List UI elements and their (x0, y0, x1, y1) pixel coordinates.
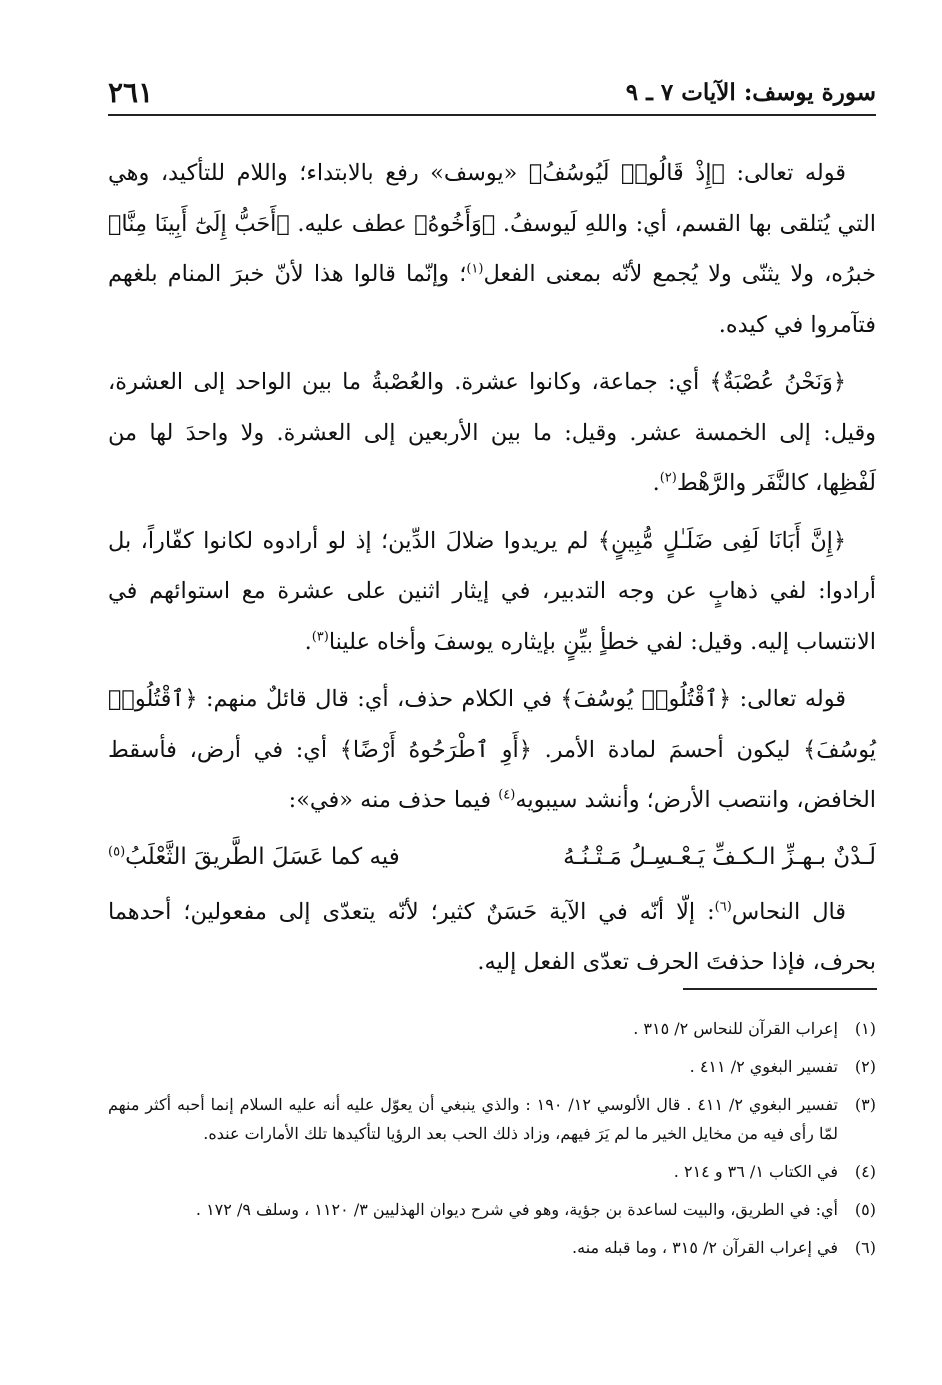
paragraph-1 (108, 148, 876, 350)
footnote-text: إعراب القرآن للنحاس ٢/ ٣١٥ . (633, 1019, 838, 1038)
paragraph-2-end: . (652, 470, 660, 496)
footnote-6 (108, 1233, 876, 1262)
footnote-ref-1: (١) (466, 261, 484, 277)
footnotes (108, 1014, 876, 1271)
footnote-ref-3: (٣) (311, 629, 329, 645)
footnote-number: (٦) (854, 1238, 876, 1257)
paragraph-2 (108, 357, 876, 509)
page-number: ٢٦١ (108, 75, 154, 109)
footnote-3 (108, 1090, 876, 1148)
main-text (108, 148, 876, 995)
footnote-ref-5: (٥) (108, 843, 126, 859)
paragraph-3-end: . (304, 628, 312, 655)
footnote-4 (108, 1157, 876, 1186)
paragraph-4-end: فيما حذف منه «في»: (288, 787, 499, 813)
paragraph-1-end: ؛ وإنّما قالوا هذا لأنّ خبرَ المنام بلغهم فتآمروا في كيده. (108, 261, 876, 338)
footnote-text: في إعراب القرآن ٢/ ٣١٥ ، وما قبله منه. (572, 1238, 838, 1257)
footnote-5 (108, 1195, 876, 1224)
footnote-text: أي: في الطريق، والبيت لساعدة بن جؤية، وهو في شرح ديوان الهذليين ٣/ ١١٢٠ ، وسلف ٩/ ١٧٢ . (195, 1200, 838, 1219)
paragraph-4-text: قوله تعالى: ﴿ٱقْتُلُوا۟ يُوسُفَ﴾ في الكلام حذف، أي: قال قائلٌ منهم: ﴿ٱقْتُلُوا۟ يُوسُفَ﴾ ليكون أحسمَ لمادة الأمر. ﴿أَوِ ٱطْرَحُوهُ أَرْضًا﴾ أي: في أرض، فأسقط الخافض، وانتصب الأرض؛ وأنشد سيبويه (108, 686, 876, 813)
chapter-title: سورة يوسف: الآيات ٧ ـ ٩ (625, 78, 876, 106)
poetry-verse (108, 833, 876, 881)
footnote-ref-4: (٤) (498, 787, 516, 803)
paragraph-2-text: ﴿وَنَحْنُ عُصْبَةٌ﴾ أي: جماعة، وكانوا عشرة. والعُصْبةُ ما بين الواحد إلى العشرة، وقيل: إلى الخمسة عشر. وقيل: ما بين الأربعين إلى العشرة. ولا واحدَ لها من لَفْظِها، كالنَّفَر والرَّهْط (108, 369, 876, 496)
footnote-2 (108, 1052, 876, 1081)
paragraph-5 (108, 887, 876, 988)
verse-hemistich-2-wrap (108, 833, 400, 881)
paragraph-3-text: ﴿إِنَّ أَبَانَا لَفِى ضَلَـٰلٍ مُّبِينٍ﴾ لم يريدوا ضلالَ الدِّين؛ إذ لو أرادوه لكانوا كفّاراً، بل أرادوا: لفي ذهابٍ عن وجه التدبير، في إيثار اثنين على عشرة مع استوائهم في الانتساب إليه. وقيل: لفي خطأٍ بيِّنٍ بإيثاره يوسفَ وأخاه علينا (108, 527, 876, 655)
running-header (108, 70, 876, 116)
footnote-number: (١) (854, 1019, 876, 1038)
paragraph-4 (108, 674, 876, 826)
footnote-ref-2: (٢) (659, 470, 677, 486)
footnote-number: (٥) (854, 1200, 876, 1219)
footnote-1 (108, 1014, 876, 1043)
verse-hemistich-2: فيه كما عَسَلَ الطَّريقَ الثَّعْلَبُ (125, 843, 400, 870)
paragraph-5-end: : إلّا أنّه في الآية حَسَنٌ كثير؛ لأنّه يتعدّى إلى مفعولين؛ أحدهما بحرف، فإذا حذفتَ الحرف تعدّى الفعل إليه. (108, 898, 876, 975)
footnote-number: (٢) (854, 1057, 876, 1076)
footnote-text: تفسير البغوي ٢/ ٤١١ . (689, 1057, 838, 1076)
paragraph-1-text: قوله تعالى: ﴿إِذْ قَالُوا۟ لَيُوسُفُ﴾ «يوسف» رفع بالابتداء؛ واللام للتأكيد، وهي التي يُتلقى بها القسم، أي: واللهِ لَيوسفُ. ﴿وَأَخُوهُ﴾ عطف عليه. ﴿أَحَبُّ إِلَىٰٓ أَبِينَا مِنَّا﴾ خبرُه، ولا يثنّى ولا يُجمع لأنّه بمعنى الفعل (108, 160, 876, 287)
footnote-separator (683, 988, 877, 990)
footnote-text: تفسير البغوي ٢/ ٤١١ . قال الألوسي ١٢/ ١٩٠ : والذي ينبغي أن يعوّل عليه أنه عليه السلام إنما أحبه أكثر منهم لمّا رأى فيه من مخايل الخير ما لم يَرَ فيهم، وزاد ذلك الحب بعد الرؤيا لتأكيدها تلك الأمارات عنده. (108, 1095, 838, 1143)
footnote-ref-6: (٦) (714, 899, 732, 915)
footnote-number: (٣) (854, 1095, 876, 1114)
paragraph-3 (108, 516, 876, 668)
verse-hemistich-1: لَـدْنٌ بـهـزِّ الـكـفِّ يَـعْـسِـلُ مَـتْـنُـهُ (563, 843, 876, 870)
footnote-text: في الكتاب ١/ ٣٦ و ٢١٤ . (673, 1162, 838, 1181)
footnote-number: (٤) (854, 1162, 876, 1181)
paragraph-5-text: قال النحاس (731, 898, 846, 925)
